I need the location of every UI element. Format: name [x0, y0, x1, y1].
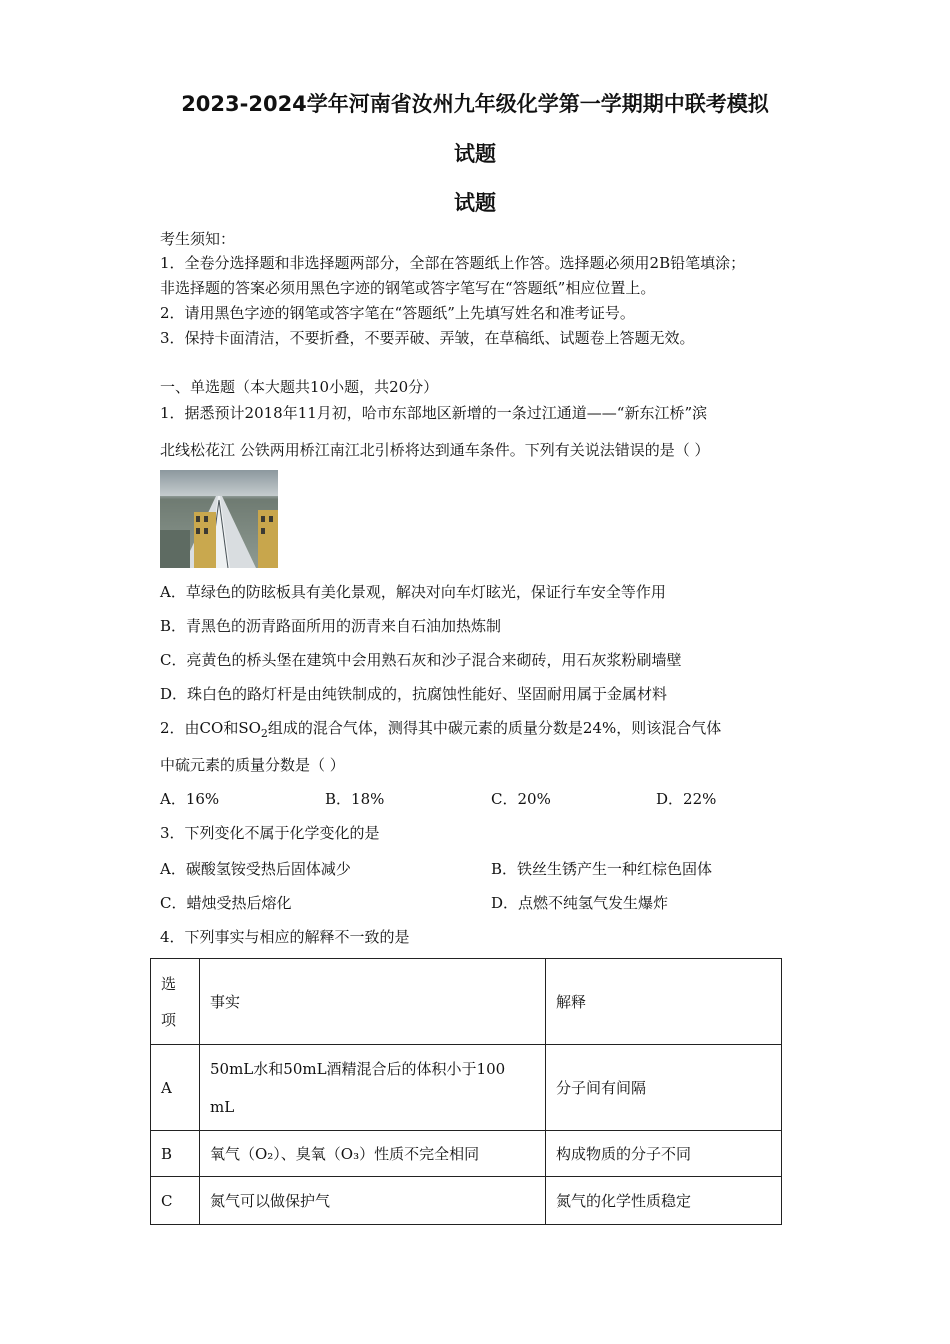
q2-stem-line2: 中硫元素的质量分数是（ ） [160, 756, 345, 774]
q1-stem-line2: 北线松花江 公铁两用桥江南江北引桥将达到通车条件。下列有关说法错误的是（ ） [160, 441, 710, 459]
row-fact-b: 氧气（O₂）、臭氧（O₃）性质不完全相同 [200, 1131, 546, 1177]
notice-item-3: 3．保持卡面清洁，不要折叠，不要弄破、弄皱，在草稿纸、试题卷上答题无效。 [160, 329, 695, 347]
q4-table [150, 958, 782, 1225]
header-option-cell [151, 959, 200, 1045]
table-row [151, 1177, 782, 1225]
bridge-photo [160, 470, 278, 568]
q4-stem: 4．下列事实与相应的解释不一致的是 [160, 928, 410, 946]
notice-item-1: 1．全卷分选择题和非选择题两部分，全部在答题纸上作答。选择题必须用2B铅笔填涂； [160, 254, 746, 272]
table-header-row [151, 959, 782, 1045]
q2-option-a: A．16% [160, 790, 220, 808]
q3-option-b: B．铁丝生锈产生一种红棕色固体 [491, 860, 713, 878]
row-fact-a-line1: 50mL水和50mL酒精混合后的体积小于100 [210, 1059, 506, 1078]
row-option-b: B [151, 1131, 200, 1177]
q1-option-b: B．青黑色的沥青路面所用的沥青来自石油加热炼制 [160, 617, 502, 635]
notice-item-2: 2．请用黑色字迹的钢笔或答字笔在“答题纸”上先填写姓名和准考证号。 [160, 304, 635, 322]
table-row [151, 1045, 782, 1131]
header-option-label-b: 项 [161, 1010, 177, 1029]
notice-item-1-cont: 非选择题的答案必须用黑色字迹的钢笔或答字笔写在“答题纸”相应位置上。 [160, 279, 656, 297]
row-reason-a: 分子间有间隔 [546, 1045, 782, 1131]
header-option-label-a: 选 [161, 974, 177, 993]
row-option-c: C [151, 1177, 200, 1225]
q2-stem-part1: 2．由CO和SO [160, 719, 261, 737]
row-fact-a-line2: mL [210, 1097, 235, 1116]
notice-heading: 考生须知： [160, 230, 236, 248]
q2-stem-line1 [160, 717, 721, 740]
q2-stem-subscript: 2 [260, 727, 268, 740]
q2-option-d: D．22% [656, 790, 717, 808]
q2-option-b: B．18% [325, 790, 385, 808]
q2-option-c: C．20% [491, 790, 551, 808]
q3-option-c: C．蜡烛受热后熔化 [160, 894, 292, 912]
section-heading: 一、单选题（本大题共10小题，共20分） [160, 378, 439, 396]
q1-option-d: D．珠白色的路灯杆是由纯铁制成的，抗腐蚀性能好、坚固耐用属于金属材料 [160, 685, 668, 703]
q1-option-a: A．草绿色的防眩板具有美化景观，解决对向车灯眩光，保证行车安全等作用 [160, 583, 666, 601]
q3-option-d: D．点燃不纯氢气发生爆炸 [491, 894, 669, 912]
row-reason-b: 构成物质的分子不同 [546, 1131, 782, 1177]
row-fact-c: 氮气可以做保护气 [200, 1177, 546, 1225]
bridge-road-drawing [160, 470, 278, 568]
q1-stem-line1: 1．据悉预计2018年11月初，哈市东部地区新增的一条过江通道——“新东江桥”滨 [160, 404, 708, 422]
table-row [151, 1131, 782, 1177]
exam-title-line3: 试题 [454, 191, 496, 215]
header-reason-cell: 解释 [546, 959, 782, 1045]
exam-title-line2: 试题 [454, 142, 496, 166]
row-fact-a [200, 1045, 546, 1131]
q3-stem: 3．下列变化不属于化学变化的是 [160, 824, 380, 842]
q3-option-a: A．碳酸氢铵受热后固体减少 [160, 860, 351, 878]
row-option-a: A [151, 1045, 200, 1131]
q2-stem-part2: 组成的混合气体，测得其中碳元素的质量分数是24%，则该混合气体 [267, 719, 722, 737]
exam-title-line1: 2023-2024学年河南省汝州九年级化学第一学期期中联考模拟 [181, 92, 769, 116]
row-reason-c: 氮气的化学性质稳定 [546, 1177, 782, 1225]
header-fact-cell: 事实 [200, 959, 546, 1045]
q1-option-c: C．亮黄色的桥头堡在建筑中会用熟石灰和沙子混合来砌砖，用石灰浆粉刷墙壁 [160, 651, 682, 669]
